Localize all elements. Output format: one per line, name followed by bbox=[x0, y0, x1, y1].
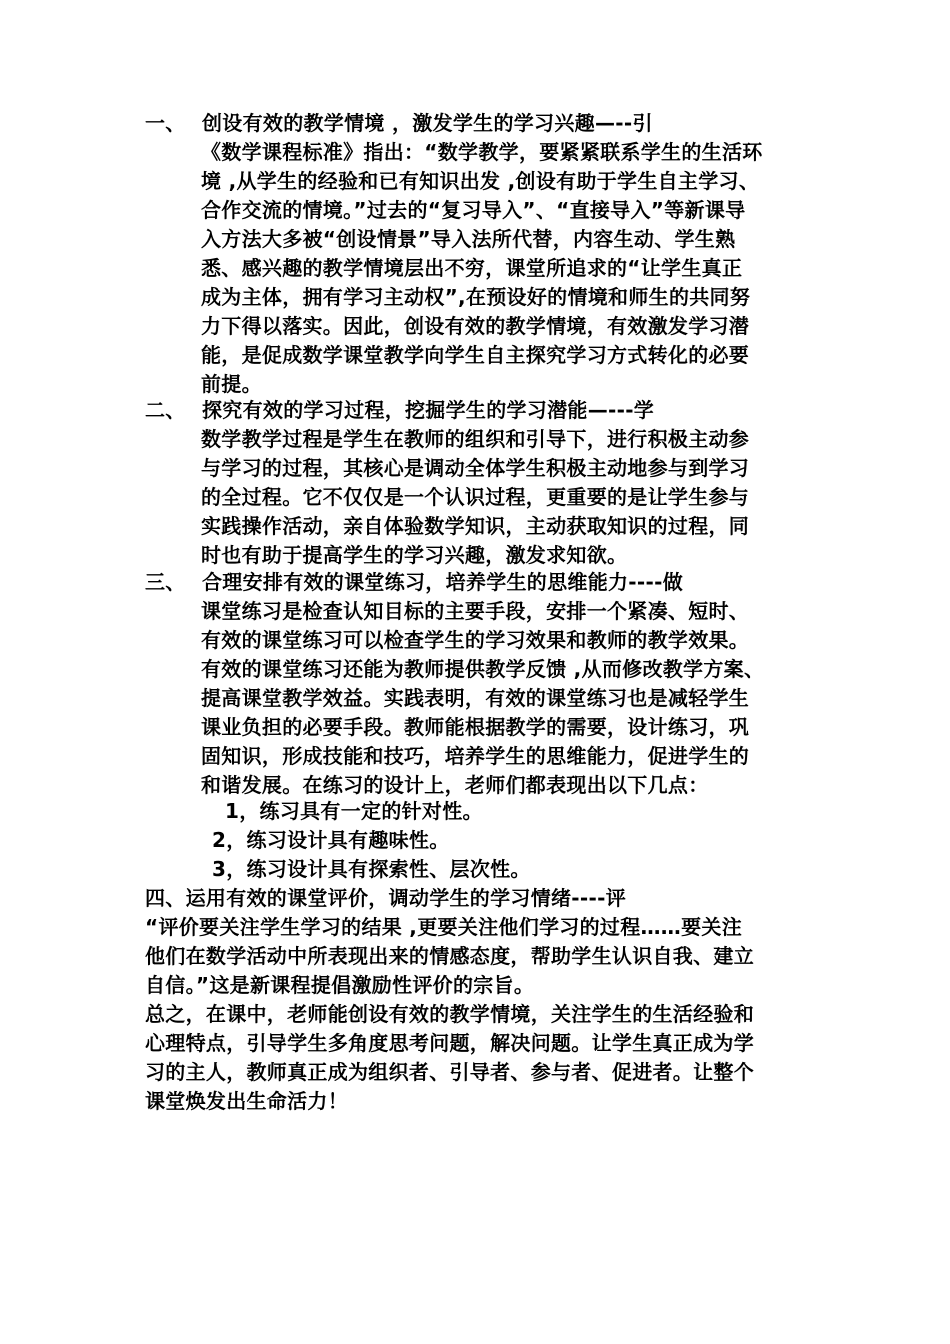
body-line: 前提。 bbox=[201, 372, 262, 396]
body-line: 力下得以落实。因此，创设有效的教学情境，有效激发学习潜 bbox=[201, 314, 750, 338]
body-line: 自信。”这是新课程提倡激励性评价的宗旨。 bbox=[145, 973, 535, 997]
body-line: 固知识，形成技能和技巧，培养学生的思维能力，促进学生的 bbox=[201, 744, 750, 768]
section-2-heading bbox=[145, 396, 654, 425]
list-item: 1，练习具有一定的针对性。 bbox=[225, 799, 483, 823]
section-1-heading bbox=[145, 109, 653, 138]
body-line: 悉、感兴趣的教学情境层出不穷，课堂所追求的“让学生真正 bbox=[201, 256, 743, 280]
conclusion-paragraph bbox=[145, 1000, 754, 1116]
section-2-title: 探究有效的学习过程，挖掘学生的学习潜能—---学 bbox=[202, 398, 655, 422]
section-2-number: 二、 bbox=[145, 398, 186, 422]
body-line: “评价要关注学生学习的结果 ,更要关注他们学习的过程……要关注 bbox=[145, 915, 743, 939]
body-line: 与学习的过程，其核心是调动全体学生积极主动地参与到学习 bbox=[201, 456, 750, 480]
body-line: 《数学课程标准》指出：“数学教学，要紧紧联系学生的生活环 bbox=[201, 140, 763, 164]
section-1-body bbox=[201, 138, 763, 399]
section-2-body bbox=[201, 425, 749, 570]
body-line: 总之，在课中，老师能创设有效的教学情境，关注学生的生活经验和 bbox=[145, 1002, 754, 1026]
body-line: 合作交流的情境。”过去的“复习导入”、“直接导入”等新课导 bbox=[201, 198, 746, 222]
body-line: 和谐发展。在练习的设计上，老师们都表现出以下几点： bbox=[201, 773, 709, 797]
body-line: 他们在数学活动中所表现出来的情感态度，帮助学生认识自我、建立 bbox=[145, 944, 754, 968]
body-line: 成为主体，拥有学习主动权”,在预设好的情境和师生的共同努 bbox=[201, 285, 751, 309]
body-line: 提高课堂教学效益。实践表明，有效的课堂练习也是减轻学生 bbox=[201, 686, 750, 710]
body-line: 习的主人，教师真正成为组织者、引导者、参与者、促进者。让整个 bbox=[145, 1060, 754, 1084]
section-3-heading bbox=[145, 568, 683, 597]
body-line: 时也有助于提高学生的学习兴趣，激发求知欲。 bbox=[201, 543, 628, 567]
body-line: 实践操作活动，亲自体验数学知识，主动获取知识的过程，同 bbox=[201, 514, 750, 538]
list-item: 2，练习设计具有趣味性。 bbox=[212, 828, 450, 852]
body-line: 课业负担的必要手段。教师能根据教学的需要，设计练习，巩 bbox=[201, 715, 750, 739]
section-4-body bbox=[145, 913, 754, 1000]
body-line: 有效的课堂练习还能为教师提供教学反馈 ,从而修改教学方案、 bbox=[201, 657, 765, 681]
section-4-heading: 四、运用有效的课堂评价，调动学生的学习情绪----评 bbox=[145, 886, 627, 910]
section-1-title: 创设有效的教学情境 ，激发学生的学习兴趣—--引 bbox=[202, 111, 653, 135]
body-line: 的全过程。它不仅仅是一个认识过程，更重要的是让学生参与 bbox=[201, 485, 750, 509]
body-line: 课堂焕发出生命活力！ bbox=[145, 1089, 348, 1113]
body-line: 课堂练习是检查认知目标的主要手段，安排一个紧凑、短时、 bbox=[201, 599, 750, 623]
body-line: 入方法大多被“创设情景”导入法所代替，内容生动、学生熟 bbox=[201, 227, 736, 251]
section-1-number: 一、 bbox=[145, 111, 186, 135]
body-line: 能，是促成数学课堂教学向学生自主探究学习方式转化的必要 bbox=[201, 343, 750, 367]
section-3-title: 合理安排有效的课堂练习，培养学生的思维能力----做 bbox=[202, 570, 684, 594]
body-line: 心理特点，引导学生多角度思考问题，解决问题。让学生真正成为学 bbox=[145, 1031, 754, 1055]
body-line: 数学教学过程是学生在教师的组织和引导下，进行积极主动参 bbox=[201, 427, 750, 451]
section-3-number: 三、 bbox=[145, 570, 186, 594]
body-line: 境 ,从学生的经验和已有知识出发 ,创设有助于学生自主学习、 bbox=[201, 169, 760, 193]
body-line: 有效的课堂练习可以检查学生的学习效果和教师的教学效果。 bbox=[201, 628, 750, 652]
list-item: 3，练习设计具有探索性、层次性。 bbox=[212, 857, 531, 881]
section-3-body bbox=[201, 597, 764, 800]
